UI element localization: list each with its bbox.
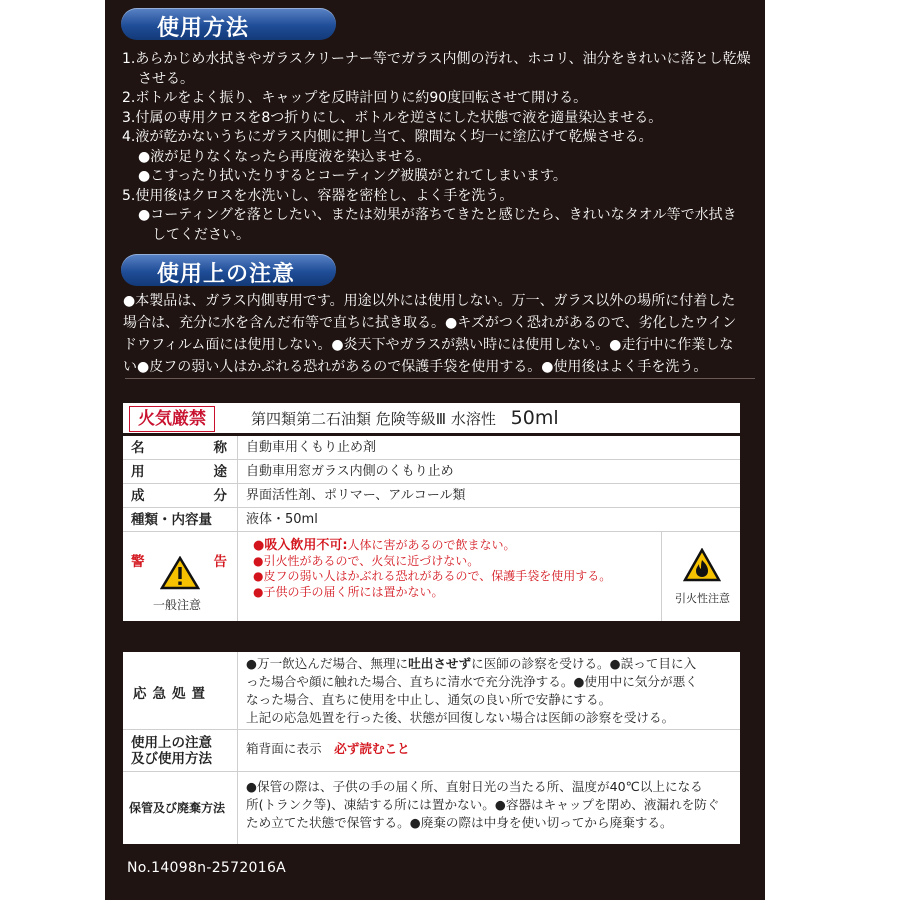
usage-line: ●液が足りなくなったら再度液を染込ませる。 [138,148,431,165]
cautions-heading: 使用上の注意 [157,262,296,287]
cautions-text [123,290,748,378]
warning-line: ●引火性があるので、火気に近づけない。 [253,553,480,568]
storage-row [123,772,740,844]
table-row [123,508,740,532]
flammable-icon [683,548,721,582]
usage-line: ●コーティングを落としたい、または効果が落ちてきたと感じたら、きれいなタオル等で水拭き [138,207,737,223]
row-label: 使用上の注意 及び使用方法 [123,730,238,771]
storage-text: ●保管の際は、子供の手の届く所、直射日光の当たる所、温度が40℃以上になる 所(トランク等)、凍結する所には置かない。●容器はキャップを閉め、液漏れを防ぐ ため立てた状態で保管する。●廃棄の際は中身を使い切ってから廃棄する。 [246,779,720,830]
row-value: 液体・50ml [246,512,318,527]
hazard-classification [251,407,559,430]
usage-line: 4.液が乾かないうちにガラス内側に押し当て、隙間なく均一に塗広げて乾燥させる。 [122,129,653,145]
row-label: 用 途 [123,460,238,483]
row-value: 自動車用くもり止め剤 [246,440,377,455]
row-label: 保管及び廃棄方法 [123,772,238,844]
divider [125,378,755,379]
first-aid-row [123,652,740,730]
row-label: 名 称 [123,436,238,459]
first-aid-text: ●万一飲込んだ場合、無理に吐出させずに医師の診察を受ける。●誤って目に入 った場合や顔に触れた場合、直ちに清水で充分洗浄する。●使用中に気分が悪く なった場合、直ちに使用を中止し、通気の良い所で安静にする。 上記の応急処置を行った後、状態が回復しない場合は医師の診察を受ける。 [246,656,698,725]
usage-line: してください。 [152,226,250,243]
warning-line: ●皮フの弱い人はかぶれる恐れがあるので、保護手袋を使用する。 [253,569,612,583]
warning-lead-rest: 人体に害があるので飲まない。 [347,538,516,552]
usage-notes-row [123,730,740,772]
spec-table [123,436,740,621]
caution-line: ドウフィルム面には使用しない。●炎天下やガラスが熱い時には使用しない。●走行中に作業しな [123,337,734,353]
table-row [123,484,740,508]
caution-line: い●皮フの弱い人はかぶれる恐れがあるので保護手袋を使用する。●使用後はよく手を洗う。 [123,359,708,375]
usage-instructions [122,50,762,245]
warning-lead: ●吸入飲用不可: [253,538,348,553]
hazard-volume: 50ml [510,407,559,429]
must-read-emphasis: 必ず読むこと [334,741,410,756]
warning-text [253,538,611,600]
usage-line: 5.使用後はクロスを水洗いし、容器を密栓し、よく手を洗う。 [122,187,514,204]
usage-line: 1.あらかじめ水拭きやガラスクリーナー等でガラス内側の汚れ、ホコリ、油分をきれいに落とし乾燥 [122,51,751,67]
hazard-class-text: 第四類第二石油類 危険等級Ⅲ 水溶性 [251,410,496,428]
caution-line: 場合は、充分に水を含んだ布等で直ちに拭き取る。●キズがつく恐れがあるので、劣化したウイン [123,315,737,331]
label-panel [105,0,765,900]
caution-line: ●本製品は、ガラス内側専用です。用途以外には使用しない。万一、ガラス以外の場所に付着した [123,293,736,309]
usage-line: 3.付属の専用クロスを8つ折りにし、ボトルを逆さにした状態で液を適量染込ませる。 [122,109,663,126]
flammable-label: 引火性注意 [675,592,730,605]
row-label: 成 分 [123,484,238,507]
product-code: No.14098n-2572016A [127,860,287,876]
usage-line: 2.ボトルをよく振り、キャップを反時計回りに約90度回転させて開ける。 [122,90,588,106]
warning-row [123,532,740,621]
hazard-bar [123,403,740,433]
usage-line: させる。 [138,70,194,87]
fire-prohibited-badge: 火気厳禁 [129,406,215,432]
usage-notes-value: 箱背面に表示 必ず読むこと [246,741,410,756]
safety-table [123,652,740,844]
usage-heading: 使用方法 [157,16,250,41]
table-row [123,436,740,460]
warning-label-cell: 警 告 一般注意 [123,532,238,621]
warning-line: ●子供の手の届く所には置かない。 [253,584,444,599]
exclamation-warning-icon [160,556,200,590]
row-label: 応急処置 [123,652,238,729]
usage-line: ●こすったり拭いたりするとコーティング被膜がとれてしまいます。 [138,168,567,184]
row-value: 界面活性剤、ポリマー、アルコール類 [246,488,466,503]
table-row [123,460,740,484]
row-value: 自動車用窓ガラス内側のくもり止め [246,464,454,479]
general-caution-label: 一般注意 [153,598,202,612]
usage-heading-badge [121,8,336,40]
cautions-heading-badge [121,254,336,286]
row-label: 種類・内容量 [123,508,238,531]
